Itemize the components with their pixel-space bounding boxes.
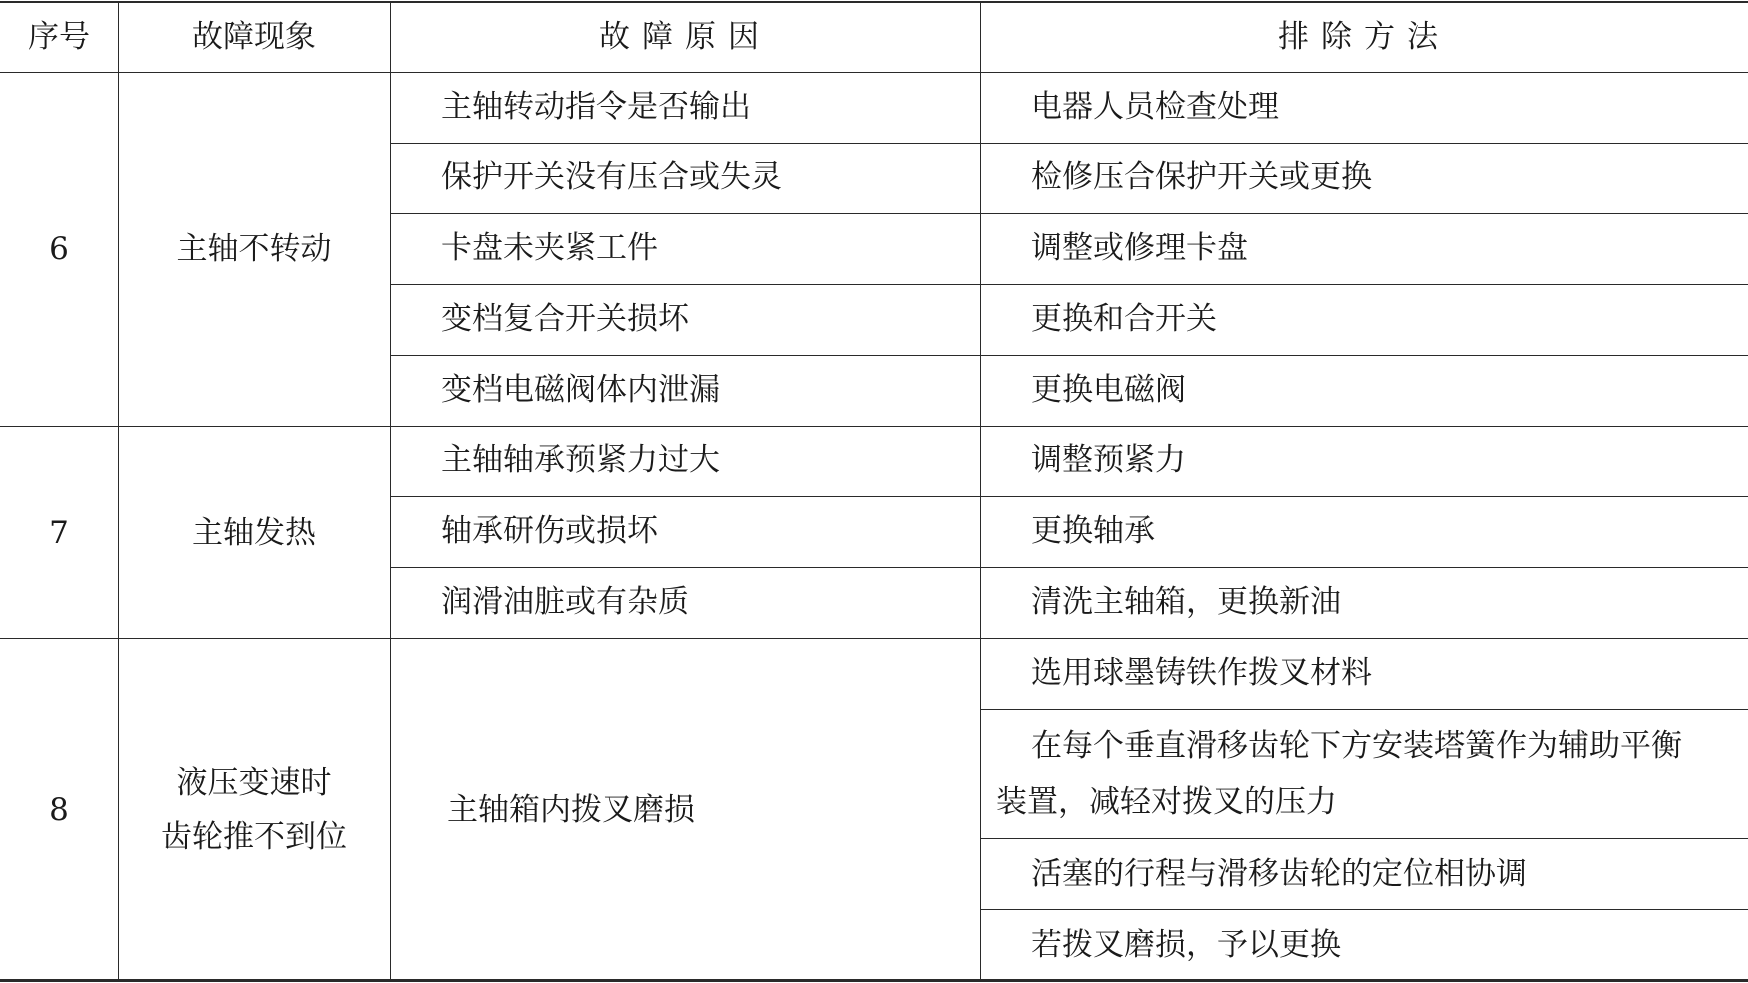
fix-cell: 活塞的行程与滑移齿轮的定位相协调 <box>1031 856 1527 892</box>
col-divider <box>980 1 981 981</box>
fix-cell: 更换电磁阀 <box>1031 372 1186 408</box>
cause-cell: 主轴转动指令是否输出 <box>441 89 751 125</box>
cause-cell: 主轴箱内拨叉磨损 <box>447 792 695 828</box>
row-rule <box>390 355 1748 356</box>
fix-cell: 电器人员检查处理 <box>1031 89 1279 125</box>
row-rule <box>390 567 1748 568</box>
header-fix: 排除方法 <box>1278 19 1450 55</box>
fix-cell: 调整预紧力 <box>1031 442 1186 478</box>
row-rule <box>980 909 1748 910</box>
header-bottom-rule <box>0 72 1748 73</box>
symptom-cell-line2: 齿轮推不到位 <box>161 819 347 855</box>
fix-cell: 调整或修理卡盘 <box>1031 230 1248 266</box>
col-divider <box>390 1 391 981</box>
group-rule <box>0 638 1748 639</box>
row-rule <box>390 143 1748 144</box>
fix-cell: 选用球墨铸铁作拨叉材料 <box>1031 655 1372 691</box>
header-no: 序号 <box>28 19 90 55</box>
cause-cell: 保护开关没有压合或失灵 <box>441 159 782 195</box>
table-bottom-border <box>0 979 1748 982</box>
fix-cell: 清洗主轴箱，更换新油 <box>1031 584 1341 620</box>
header-cause: 故障原因 <box>599 19 771 55</box>
symptom-cell: 主轴发热 <box>192 515 316 551</box>
symptom-cell-line1: 液压变速时 <box>176 765 332 801</box>
row-rule <box>390 284 1748 285</box>
symptom-cell: 主轴不转动 <box>176 231 332 267</box>
cause-cell: 变档复合开关损坏 <box>441 301 689 337</box>
table-top-border <box>0 1 1748 3</box>
row-rule <box>980 709 1748 710</box>
row-rule <box>980 838 1748 839</box>
fix-cell: 若拨叉磨损，予以更换 <box>1031 927 1341 963</box>
row-rule <box>390 496 1748 497</box>
cause-cell: 轴承研伤或损坏 <box>441 513 658 549</box>
row-no: 6 <box>49 231 69 267</box>
cause-cell: 变档电磁阀体内泄漏 <box>441 372 720 408</box>
cause-cell: 卡盘未夹紧工件 <box>441 230 658 266</box>
cause-cell: 主轴轴承预紧力过大 <box>441 442 720 478</box>
header-symptom: 故障现象 <box>192 19 316 55</box>
fix-cell: 更换轴承 <box>1031 513 1155 549</box>
group-rule <box>0 426 1748 427</box>
fix-cell: 更换和合开关 <box>1031 301 1217 337</box>
fix-cell: 检修压合保护开关或更换 <box>1031 159 1372 195</box>
row-no: 7 <box>49 515 69 551</box>
fix-cell-line2: 装置，减轻对拨叉的压力 <box>996 784 1337 820</box>
cause-cell: 润滑油脏或有杂质 <box>441 584 689 620</box>
row-no: 8 <box>49 792 69 828</box>
fix-cell-line1: 在每个垂直滑移齿轮下方安装塔簧作为辅助平衡 <box>1031 728 1682 764</box>
row-rule <box>390 213 1748 214</box>
